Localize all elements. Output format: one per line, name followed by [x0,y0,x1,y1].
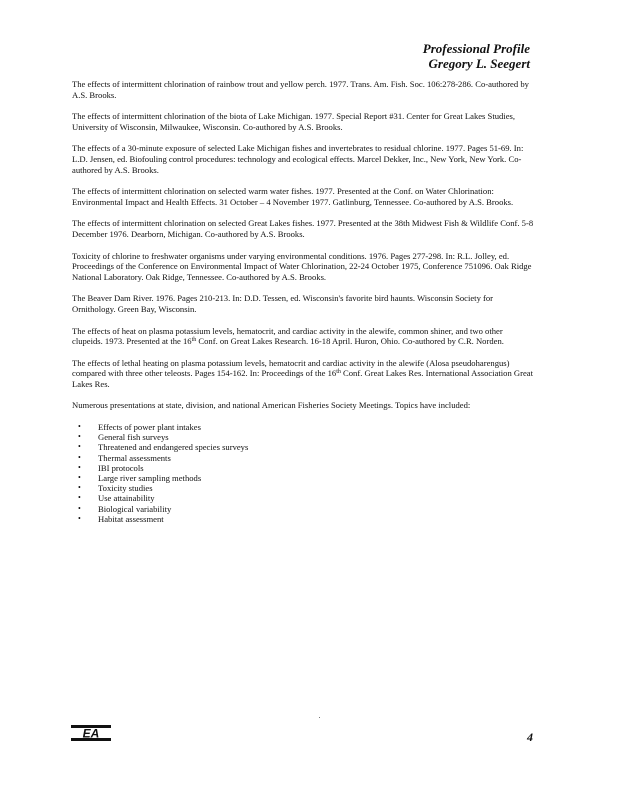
document-header [423,41,530,71]
publication-entry: The effects of intermittent chlorination on selected warm water fishes. 1977. Presented at the Conf. on Water Chlorination: Environmental Impact and Health Effects. 31 October – 4 November 1977. Gatlinburg, Tennessee. Co-authored by A.S. Brooks. [72,186,514,207]
list-item: • IBI protocols [72,463,534,473]
entry-text-start: The effects of lethal heating on plasma potassium levels, hematocrit and cardiac activity in the alewife (Alosa pseudoharengus) compared with three other teleosts. Pages 154-162. In: Proceedings of the 16 [72,357,510,379]
publication-entry: The effects of intermittent chlorination of rainbow trout and yellow perch. 1977. Trans. Am. Fish. Soc. 106:278-286. Co-authored by A.S. Brooks. [72,79,529,100]
ordinal-suffix: th [336,369,341,376]
entry-text-start: The effects of heat on plasma potassium levels, hematocrit, and cardiac activity in the alewife, common shiner, and two other clupeids. 1973. Presented at the 16 [72,325,503,347]
header-title: Professional Profile [422,41,530,56]
list-item: • Use attainability [72,493,534,503]
scan-speck [319,717,320,718]
list-item: • Toxicity studies [72,483,534,493]
document-body [72,79,534,524]
publication-entry: The effects of intermittent chlorination on selected Great Lakes fishes. 1977. Presented at the 38th Midwest Fish & Wildlife Conf. 5-8 December 1976. Dearborn, Michigan. Co-authored by A.S. Brooks. [72,218,534,239]
list-item: • General fish surveys [72,432,534,442]
publication-entry: The effects of a 30-minute exposure of selected Lake Michigan fishes and invertebrates to residual chlorine. 1977. Pages 51-69. In: L.D. Jensen, ed. Biofouling control procedures: technology and ecological effects. Marcel Dekker, Inc., New York, New York. Co-authored by A.S. Brooks. [72,143,524,175]
entry-text-end: Conf. on Great Lakes Research. 16-18 April. Huron, Ohio. Co-authored by C.R. Norden. [196,336,504,347]
list-item: • Biological variability [72,504,534,514]
list-item: • Large river sampling methods [72,473,534,483]
list-item: • Thermal assessments [72,453,534,463]
header-author-name: Gregory L. Seegert [428,56,530,71]
publication-entry: The Beaver Dam River. 1976. Pages 210-213. In: D.D. Tessen, ed. Wisconsin's favorite bird haunts. Wisconsin Society for Ornithology. Green Bay, Wisconsin. [72,293,494,314]
list-item: • Habitat assessment [72,514,534,524]
list-item: • Effects of power plant intakes [72,422,534,432]
presentations-intro: Numerous presentations at state, division, and national American Fisheries Society Meetings. Topics have included: [72,400,471,411]
page-number: 4 [527,730,533,744]
publication-entry [72,358,534,390]
publication-entry: The effects of intermittent chlorination of the biota of Lake Michigan. 1977. Special Report #31. Center for Great Lakes Studies, University of Wisconsin, Milwaukee, Wisconsin. Co-authored by A.S. Brooks. [72,111,516,132]
publication-entry [72,326,534,347]
ea-logo [71,723,111,743]
list-item: • Threatened and endangered species surveys [72,442,534,452]
publication-entry: Toxicity of chlorine to freshwater organisms under varying environmental conditions. 1976. Pages 277-298. In: R.L. Jolley, ed. Proceedings of the Conference on Environmental Impact of Water Chlorination, 22-24 October 1975, Conference 751096. Oak Ridge National Laboratory. Oak Ridge, Tennessee. Co-authored by A.S. Brooks. [72,250,532,282]
entry-text-end: Conf. Great Lakes Res. International Association Great Lakes Res. [72,368,533,389]
logo-text: EA [82,726,100,741]
topics-list [72,422,534,524]
ordinal-suffix: th [191,337,197,344]
